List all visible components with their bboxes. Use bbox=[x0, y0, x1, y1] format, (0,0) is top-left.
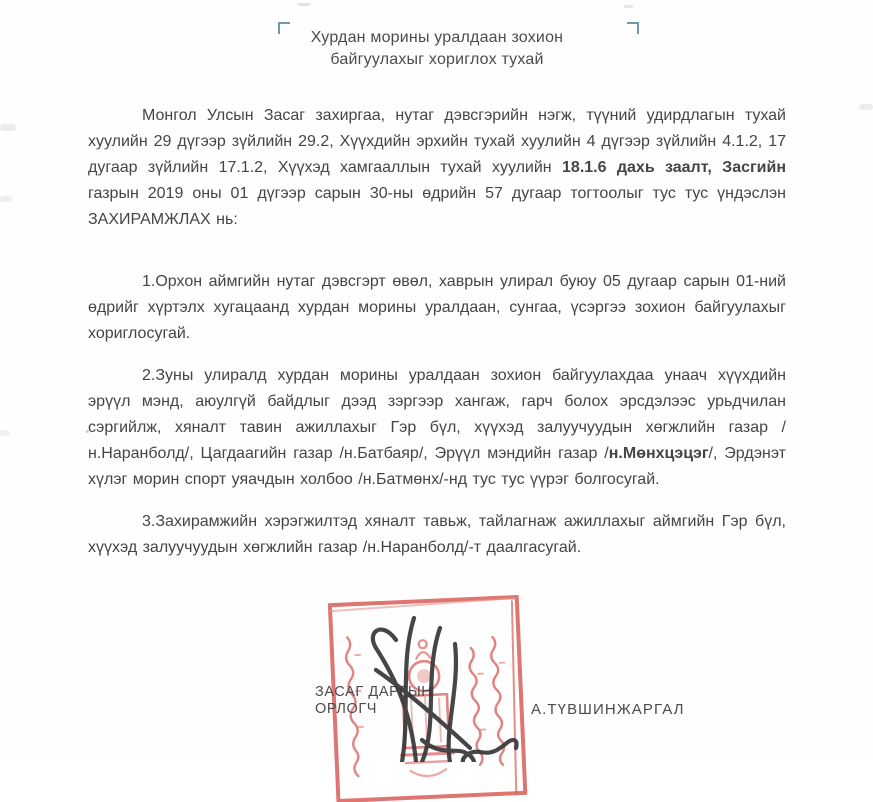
signer-name: А.ТҮВШИНЖАРГАЛ bbox=[531, 701, 685, 718]
signer-title-line-2: ОРЛОГЧ bbox=[315, 701, 378, 717]
scan-artifact bbox=[624, 5, 633, 8]
scan-artifact bbox=[0, 430, 10, 436]
paragraph-text-bold: н.Мөнхцэцэг bbox=[608, 445, 709, 462]
title-line-2: байгуулахыг хориглох тухай bbox=[330, 51, 544, 68]
title-line-1: Хурдан морины уралдаан зохион bbox=[310, 29, 564, 46]
scan-artifact bbox=[859, 104, 873, 110]
signer-title-line-1: ЗАСАГ ДАРГЫН bbox=[315, 684, 433, 700]
signature-icon bbox=[352, 612, 537, 762]
paragraph-text: Монгол Улсын Засаг захиргаа, нутаг дэвсгэрийн нэгж, түүний удирдлагын тухай хуулийн 29 дүгээр зүйлийн 29.2, Хүүхдийн эрхийн тухай хуулийн 4 дүгээр зүйлийн 4.1.2, 17 дугаар зүйлийн 17.1.2, Хүүхэд хамгааллын тухай хуулийн bbox=[88, 107, 786, 176]
scan-artifact bbox=[298, 3, 310, 6]
paragraph-item-3: 3.Захирамжийн хэрэгжилтэд хяналт тавьж, тайлагнаж ажиллахыг аймгийн Гэр бүл, хүүхэд залуучуудын хөгжлийн газар /н.Наранболд/-т даалгасугай. bbox=[88, 513, 786, 556]
paragraph-text: 2.Зуны улиралд хурдан морины уралдаан зохион байгуулахдаа унаач хүүхдийн эрүүл мэнд, аюулгүй байдлыг дээд зэргээр хангаж, гарч болох эрсдэлээс урьдчилан сэргийлж, хяналт тавин ажиллахыг Гэр бүл, хүүхэд залуучуудын хөгжлийн газар /н.Наранболд/, Цагдаагийн газар /н.Батбаяр/, Эрүүл мэндийн газар / bbox=[88, 367, 786, 462]
paragraph-item-1: 1.Орхон аймгийн нутаг дэвсгэрт өвөл, хаврын улирал буюу 05 дугаар сарын 01-ний өдрийг хүртэлх хугацаанд хурдан морины уралдаан, сунгаа, үсэргээ зохион байгуулахыг хориглосугай. bbox=[88, 273, 786, 342]
paragraph-text: /, Эрдэнэт хүлэг морин спорт уяачдын холбоо /н.Батмөнх/-нд тус тус үүрэг болгосугай. bbox=[88, 445, 786, 488]
paragraph-item-2 bbox=[88, 363, 786, 493]
paragraph-text: газрын 2019 оны 01 дүгээр сарын 30-ны өдрийн 57 дугаар тогтоолыг тус тус үндэслэн ЗАХИРАМЖЛАХ нь: bbox=[88, 185, 786, 228]
document-title bbox=[88, 27, 786, 71]
paragraph-text-bold: 18.1.6 дахь заалт, Засгийн bbox=[562, 159, 786, 176]
document-body bbox=[88, 103, 786, 577]
scan-artifact bbox=[0, 196, 12, 202]
paragraph-preamble bbox=[88, 103, 786, 233]
scan-artifact bbox=[0, 124, 16, 131]
